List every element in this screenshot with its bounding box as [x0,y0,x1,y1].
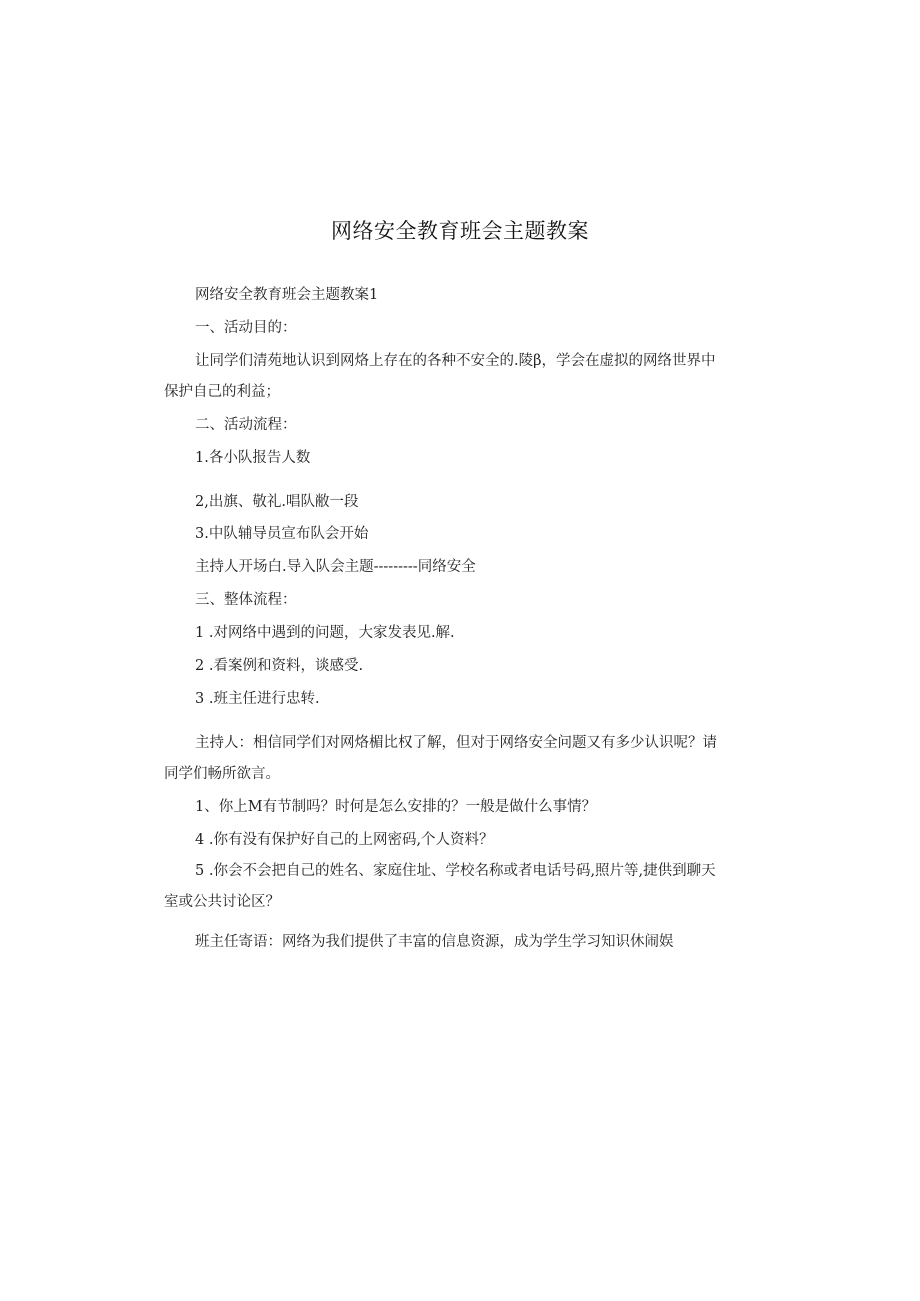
paragraph-line: 班主任寄语：网络为我们提供了丰富的信息资源，成为学生学习知识休闹娱 [195,934,674,950]
list-item: 1 .对网络中遇到的问题，大家发表见.解. [195,625,455,641]
list-item: 3.中队辅导员宣布队会开始 [195,526,369,542]
list-item: 2,出旗、敬礼.唱队敝一段 [195,494,359,510]
list-item: 5 .你会不会把自己的姓名、家庭住址、学校名称或者电话号码,照片等,捷供到聊天 [195,863,716,879]
list-item: 4 .你有没有保护好自己的上网密码,个人资料？ [195,832,494,848]
list-item: 1、你上M有节制吗？时何是怎么安排的？一般是做什么事情？ [195,799,597,815]
list-item: 3 .班主任进行忠转. [195,691,320,707]
paragraph-line: 主持人：相信同学们对网烙楣比权了解，但对于网络安全问题又有多少认识呢？请 [195,735,717,751]
section-heading: 二、活动流程： [195,417,297,433]
section-heading: 三、整体流程： [195,592,297,608]
list-item: 1.各小队报告人数 [195,450,311,466]
paragraph-line: 保护自己的利益； [164,384,280,400]
list-item: 2 .看案例和资料，谈感受. [195,658,364,674]
section-heading: 一、活动目的： [195,320,297,336]
paragraph-line: 让同学们清苑地认识到网烙上存在的各种不安全的.陵β，学会在虚拟的网络世界中 [195,353,716,369]
subtitle-line: 网络安全教育班会主题教案1 [195,287,379,303]
page-title: 网络安全教育班会主题教案 [331,219,589,243]
paragraph-line: 同学们畅所欲言。 [164,766,280,782]
paragraph-line: 主持人开场白.导入队会主题---------同络安全 [195,559,476,575]
paragraph-line: 室或公共讨论区？ [164,894,280,910]
